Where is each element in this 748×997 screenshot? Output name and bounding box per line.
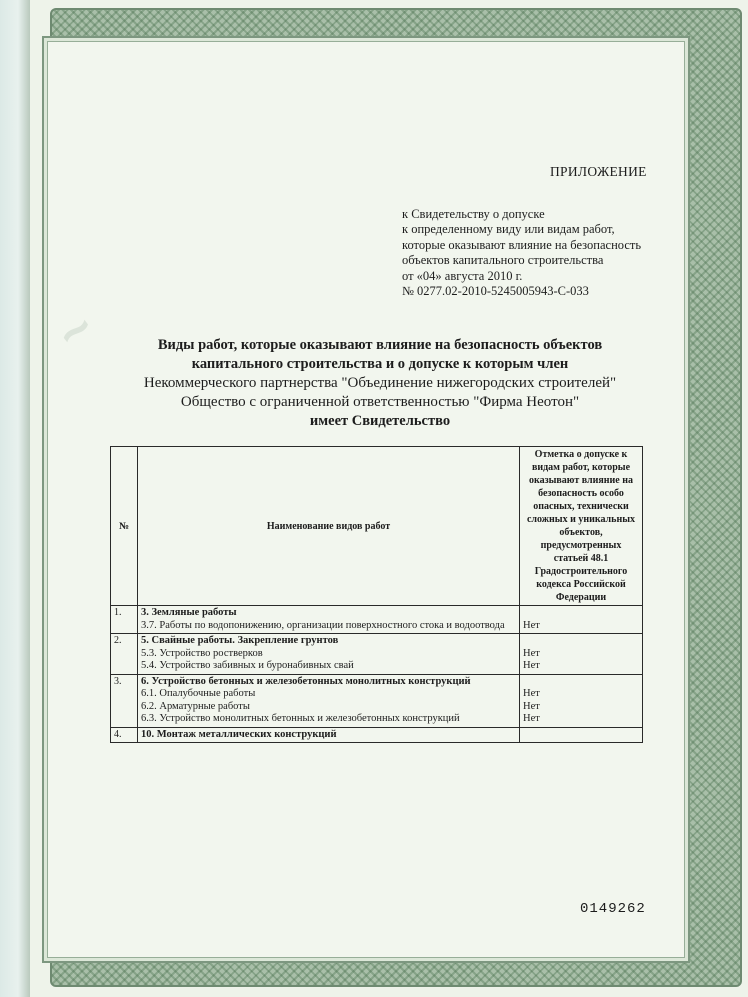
appendix-title: ПРИЛОЖЕНИЕ [550, 164, 647, 179]
works-table [110, 446, 643, 743]
table-row [111, 674, 643, 727]
work-note: Нет [523, 619, 540, 631]
reference-line: к Свидетельству о допуске [402, 207, 545, 221]
work-item: 6.2. Арматурные работы [141, 700, 250, 712]
work-note: Нет [523, 647, 540, 659]
work-item: 6.1. Опалубочные работы [141, 688, 256, 699]
row-notes [520, 674, 643, 727]
header-num: № [111, 447, 138, 606]
work-note: Нет [523, 660, 540, 671]
work-note: Нет [523, 688, 540, 699]
reference-line: к определенному виду или видам работ, [402, 222, 615, 237]
row-works [138, 674, 520, 727]
heading-line: Виды работ, которые оказывают влияние на безопасность объектов [157, 337, 603, 353]
row-notes [520, 634, 643, 675]
row-num: 4. [111, 727, 138, 743]
row-works [138, 634, 520, 675]
work-item: 5.4. Устройство забивных и буронабивных свай [141, 660, 354, 671]
header-note: Отметка о допуске к видам работ, которые оказывают влияние на безопасность особо опасных, технически сложных и уникальных объектов, предусмотренных статьей 48.1 Градостроительного кодекса Российской Федерации [520, 447, 643, 606]
table-row [111, 606, 643, 634]
work-item: 6.3. Устройство монолитных бетонных и железобетонных конструкций [141, 713, 460, 724]
heading-company: Общество с ограниченной ответственностью "Фирма Неотон" [180, 394, 580, 410]
work-note: Нет [523, 713, 540, 724]
group-title: 10. Монтаж металлических конструкций [141, 728, 337, 740]
work-item: 5.3. Устройство ростверков [141, 647, 263, 659]
group-title: 3. Земляные работы [141, 607, 237, 618]
table-row [111, 727, 643, 743]
reference-line: объектов капитального строительства [402, 253, 604, 268]
heading-line: имеет Свидетельство [309, 413, 451, 429]
row-notes [520, 606, 643, 634]
header-name: Наименование видов работ [138, 447, 520, 606]
table-header-row [111, 447, 643, 606]
row-num: 2. [111, 634, 138, 675]
reference-block [402, 207, 641, 299]
heading-partnership: Некоммерческого партнерства "Объединение нижегородских строителей" [143, 375, 617, 391]
row-num: 3. [111, 674, 138, 727]
row-num: 1. [111, 606, 138, 634]
reference-line: которые оказывают влияние на безопасность [402, 237, 642, 252]
reference-date: от «04» августа 2010 г. [402, 268, 523, 283]
row-works [138, 606, 520, 634]
heading-line: капитального строительства и о допуске к которым член [191, 356, 569, 372]
document-heading [100, 336, 660, 431]
work-item: 3.7. Работы по водопонижению, организации поверхностного стока и водоотвода [141, 619, 505, 631]
work-note: Нет [523, 700, 540, 712]
group-title: 5. Свайные работы. Закрепление грунтов [141, 635, 339, 646]
reference-number: № 0277.02-2010-5245005943-С-033 [402, 284, 589, 299]
serial-number: 0149262 [580, 901, 646, 917]
row-notes [520, 727, 643, 743]
row-works [138, 727, 520, 743]
table-row [111, 634, 643, 675]
group-title: 6. Устройство бетонных и железобетонных монолитных конструкций [141, 675, 471, 687]
